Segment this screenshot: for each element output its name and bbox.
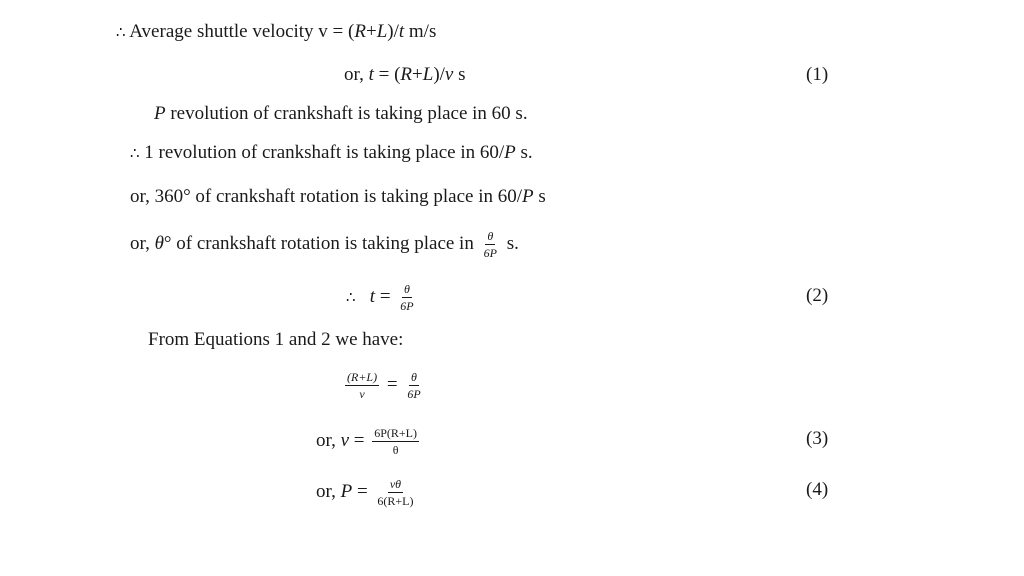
denominator: 6(R+L) — [377, 494, 414, 508]
text: + — [365, 21, 377, 42]
equation-number-2: (2) — [806, 285, 829, 306]
fraction-vtheta-over-6RL — [375, 477, 415, 508]
text: = — [382, 373, 403, 395]
numerator: 6P(R+L) — [374, 426, 418, 440]
therefore-symbol: ∴ — [116, 25, 126, 41]
fraction-6PRL-over-theta — [372, 426, 419, 457]
var-t: t — [368, 64, 374, 85]
text: = — [352, 480, 373, 502]
text: m/s — [404, 21, 437, 42]
denominator: v — [359, 387, 365, 401]
text: s. — [515, 142, 533, 163]
text: + — [412, 64, 423, 85]
var-t: t — [398, 21, 405, 42]
text: = — [349, 429, 370, 451]
text: From Equations 1 and 2 we have: — [148, 329, 404, 350]
time-equation-line — [344, 63, 466, 87]
denominator: 6P — [483, 246, 497, 260]
numerator: θ — [487, 229, 494, 243]
var-R: R — [354, 21, 366, 42]
fraction-theta-over-6P — [398, 282, 415, 313]
text: = — [375, 285, 396, 307]
combined-equation-line — [342, 370, 426, 401]
denominator: 6P — [400, 299, 414, 313]
therefore-symbol: ∴ — [346, 289, 356, 306]
numerator: θ — [404, 282, 410, 296]
text: s — [533, 186, 546, 207]
numerator: θ — [411, 370, 417, 384]
text: or, — [344, 64, 369, 85]
revolution-solution-line — [316, 477, 419, 508]
var-P: P — [340, 480, 353, 502]
text: )/ — [433, 64, 445, 85]
numerator: vθ — [389, 477, 402, 491]
fraction-theta-over-6P — [482, 229, 499, 260]
var-L: L — [422, 64, 434, 85]
text: or, — [316, 429, 341, 451]
var-R: R — [400, 64, 413, 85]
velocity-solution-line — [316, 426, 422, 457]
text: or, — [130, 232, 155, 254]
fraction-RL-over-v — [345, 370, 379, 401]
text: Average shuttle velocity v = ( — [129, 21, 355, 42]
revolution-statement-line — [154, 102, 528, 126]
text: )/ — [387, 21, 399, 42]
from-equations-line — [148, 328, 403, 352]
equation-number-3: (3) — [806, 428, 829, 449]
theta-degrees-line — [130, 229, 519, 260]
text: revolution of crankshaft is taking place in 60 s. — [165, 103, 528, 124]
velocity-definition-line — [116, 20, 436, 45]
equation-number-4: (4) — [806, 479, 829, 500]
equation-number-1: (1) — [806, 64, 829, 85]
time-theta-equation-line — [346, 282, 419, 313]
one-revolution-line — [130, 141, 533, 166]
var-L: L — [376, 21, 388, 42]
text: s — [453, 64, 466, 85]
text: or, 360° of crankshaft rotation is taking place in 60/ — [130, 186, 523, 207]
numerator: (R+L) — [347, 370, 378, 384]
therefore-symbol: ∴ — [130, 146, 140, 162]
text: 1 revolution of crankshaft is taking place in 60/ — [139, 142, 505, 163]
text: or, — [316, 480, 341, 502]
var-v: v — [444, 64, 454, 85]
var-P: P — [522, 186, 534, 207]
text: = ( — [373, 64, 401, 85]
denominator: 6P — [407, 387, 421, 401]
text: ° of crankshaft rotation is taking place in — [163, 232, 479, 254]
var-P: P — [154, 103, 166, 124]
degrees-360-line — [130, 185, 546, 209]
var-v: v — [340, 429, 350, 451]
fraction-theta-over-6P — [405, 370, 422, 401]
denominator: θ — [392, 443, 399, 457]
text: s. — [501, 232, 519, 254]
var-theta: θ — [154, 232, 164, 254]
var-P: P — [504, 142, 516, 163]
var-t: t — [369, 285, 376, 307]
